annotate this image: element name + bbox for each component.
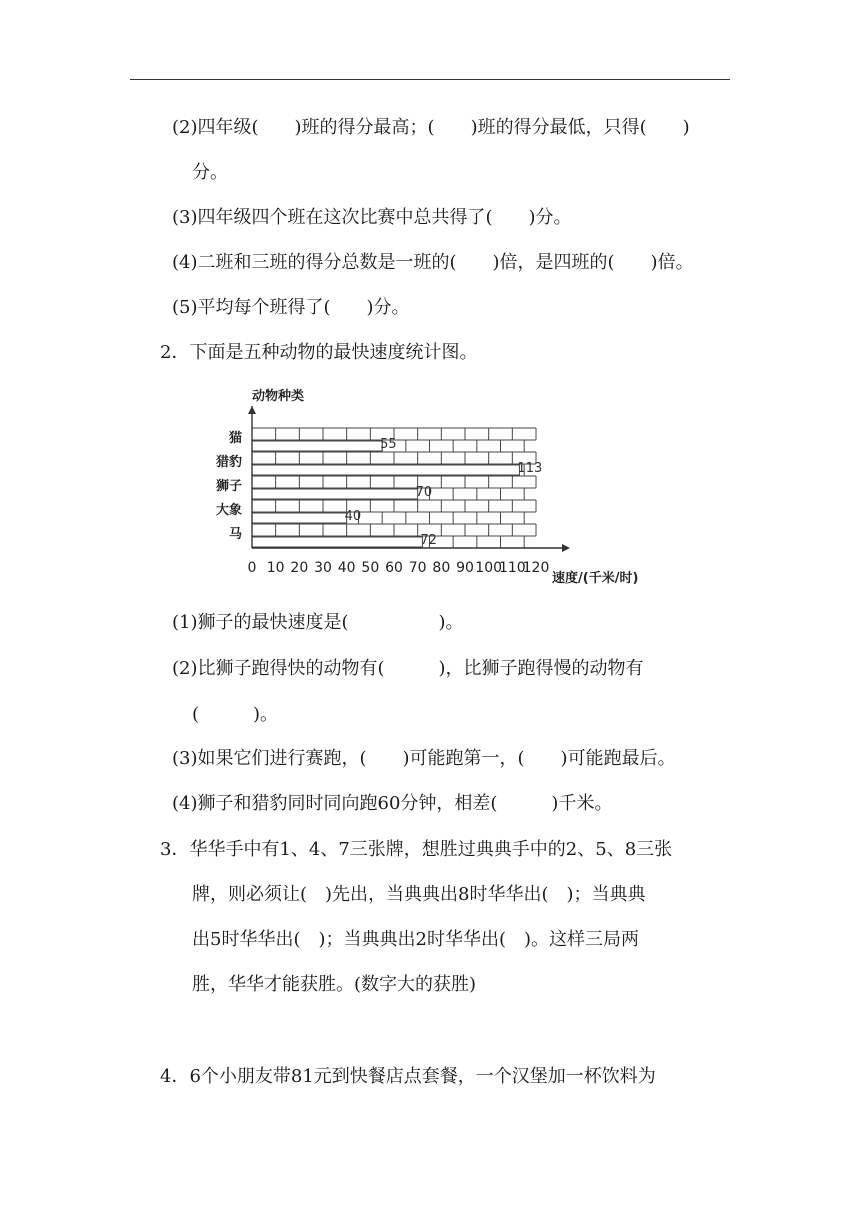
bar-3 (252, 513, 347, 523)
y-axis-arrow (248, 406, 256, 414)
x-tick-label-11: 110 (498, 560, 526, 576)
value-label-3: 40 (344, 509, 362, 524)
x-tick-label-8: 80 (432, 560, 451, 576)
x-tick-label-1: 10 (266, 560, 285, 576)
question-3-line-3: 出5时华华出( )；当典典出2时华华出( )。这样三局两 (192, 929, 639, 950)
question-2-part-1: (1)狮子的最快速度是( )。 (172, 612, 464, 633)
x-tick-label-3: 30 (314, 560, 332, 576)
value-label-1: 113 (517, 461, 543, 476)
animal-speed-chart (190, 378, 710, 590)
x-tick-label-0: 0 (247, 560, 257, 576)
x-tick-label-5: 50 (361, 560, 380, 576)
category-label-3: 大象 (215, 503, 242, 518)
value-label-0: 55 (380, 437, 397, 452)
question-2-title: 2．下面是五种动物的最快速度统计图。 (160, 342, 478, 363)
category-label-4: 马 (228, 527, 242, 542)
value-label-2: 70 (415, 485, 433, 500)
question-1-part-3: (3)四年级四个班在这次比赛中总共得了( )分。 (172, 207, 572, 228)
bar-0 (252, 441, 382, 451)
question-3-line-2: 牌，则必须让( )先出，当典典出8时华华出( )；当典典 (192, 884, 646, 905)
x-tick-label-2: 20 (290, 560, 309, 576)
chart-ticks (248, 560, 550, 576)
question-1-part-2-cont: 分。 (192, 162, 228, 183)
x-tick-label-12: 120 (522, 560, 550, 576)
category-label-0: 猫 (228, 431, 242, 446)
x-tick-label-9: 90 (456, 560, 474, 576)
chart-categories (215, 430, 242, 542)
x-tick-label-4: 40 (337, 560, 356, 576)
y-axis-label: 动物种类 (252, 389, 305, 404)
bar-4 (252, 537, 422, 547)
question-2-part-2-cont: ( )。 (192, 704, 279, 725)
chart-bars (252, 441, 519, 547)
x-tick-label-6: 60 (385, 560, 403, 576)
question-1-part-4: (4)二班和三班的得分总数是一班的( )倍，是四班的( )倍。 (172, 252, 694, 273)
top-rule (130, 79, 730, 80)
category-label-1: 猎豹 (215, 455, 242, 470)
question-3-line-4: 胜，华华才能获胜。(数字大的获胜) (192, 974, 477, 995)
x-tick-label-7: 70 (408, 560, 427, 576)
value-label-4: 72 (420, 533, 437, 548)
bar-1 (252, 465, 519, 475)
question-2-part-3: (3)如果它们进行赛跑，( )可能跑第一，( )可能跑最后。 (172, 748, 676, 769)
question-1-part-5: (5)平均每个班得了( )分。 (172, 297, 410, 318)
question-3-line-1: 3．华华手中有1、4、7三张牌，想胜过典典手中的2、5、8三张 (160, 839, 673, 860)
question-4-line-1: 4．6个小朋友带81元到快餐店点套餐，一个汉堡加一杯饮料为 (160, 1066, 656, 1087)
question-1-part-2: (2)四年级( )班的得分最高；( )班的得分最低，只得( ) (172, 117, 690, 138)
bar-2 (252, 489, 418, 499)
question-2-part-4: (4)狮子和猎豹同时同向跑60分钟，相差( )千米。 (172, 793, 613, 814)
x-axis-arrow (562, 544, 570, 552)
x-tick-label-10: 100 (475, 560, 503, 576)
question-2-part-2: (2)比狮子跑得快的动物有( )，比狮子跑得慢的动物有 (172, 658, 644, 679)
category-label-2: 狮子 (215, 479, 242, 494)
x-axis-label: 速度/(千米/时) (552, 571, 639, 586)
